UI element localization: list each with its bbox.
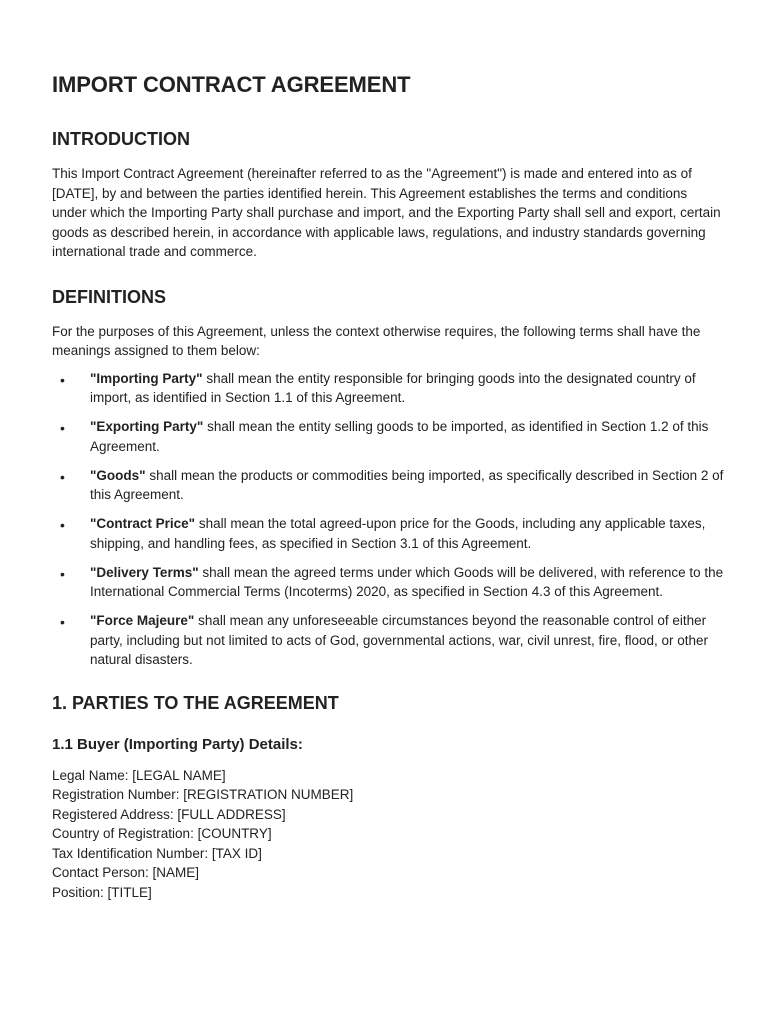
- introduction-heading: INTRODUCTION: [52, 129, 190, 149]
- bullet-icon: •: [60, 614, 65, 630]
- definition-term: "Delivery Terms": [90, 564, 199, 580]
- definition-text: shall mean any unforeseeable circumstances beyond the reasonable control of either party, including but not limited to acts of God, governmental actions, war, civil unrest, fire, flood, or other natural disasters.: [90, 613, 709, 667]
- buyer-details: [52, 766, 724, 903]
- bullet-icon: •: [60, 420, 65, 436]
- definitions-heading: DEFINITIONS: [52, 286, 167, 307]
- bullet-icon: •: [60, 565, 65, 582]
- definition-text: shall mean the entity responsible for bringing goods into the designated country of import, as identified in Section 1.1 of this Agreement.: [90, 370, 696, 405]
- document-page: [52, 68, 724, 902]
- definition-item-exporting-party: [52, 417, 724, 456]
- parties-section: [52, 690, 724, 903]
- buyer-legal-name: Legal Name: [LEGAL NAME]: [52, 767, 226, 783]
- definition-term: "Goods": [90, 467, 146, 483]
- definition-term: "Force Majeure": [90, 613, 195, 628]
- definition-item-force-majeure: [52, 611, 724, 670]
- definitions-list: [52, 369, 724, 670]
- definition-item-contract-price: [52, 514, 724, 553]
- buyer-details-heading: 1.1 Buyer (Importing Party) Details:: [52, 735, 303, 753]
- definition-term: "Contract Price": [90, 516, 196, 531]
- buyer-tax-id: Tax Identification Number: [TAX ID]: [52, 845, 262, 861]
- definition-text: shall mean the entity selling goods to be imported, as identified in Section 1.2 of this Agreement.: [90, 419, 709, 454]
- definition-text: shall mean the agreed terms under which Goods will be delivered, with reference to the International Commercial Terms (Incoterms) 2020, as specified in Section 4.3 of this Agreement.: [90, 564, 724, 599]
- definition-item-goods: [52, 466, 724, 505]
- definition-text: shall mean the total agreed-upon price for the Goods, including any applicable taxes, shipping, and handling fees, as specified in Section 3.1 of this Agreement.: [90, 516, 706, 551]
- buyer-registered-address: Registered Address: [FULL ADDRESS]: [52, 806, 286, 822]
- definitions-intro: For the purposes of this Agreement, unless the context otherwise requires, the following terms shall have the meanings assigned to them below:: [52, 323, 701, 358]
- bullet-icon: •: [60, 517, 65, 533]
- definition-item-importing-party: [52, 369, 724, 408]
- definition-text: shall mean the products or commodities being imported, as specifically described in Section 2 of this Agreement.: [90, 467, 724, 502]
- definition-term: "Importing Party": [90, 370, 203, 386]
- definitions-section: [52, 284, 724, 670]
- buyer-registration-number: Registration Number: [REGISTRATION NUMBER]: [52, 787, 354, 802]
- definition-item-delivery-terms: [52, 563, 724, 602]
- introduction-paragraph: This Import Contract Agreement (hereinafter referred to as the "Agreement") is made and entered into as of [DATE], by and between the parties identified herein. This Agreement establishes the terms and conditions under which the Importing Party shall purchase and import, and the Exporting Party shall sell and export, certain goods as described herein, in accordance with applicable laws, regulations, and industry standards governing international trade and commerce.: [52, 166, 721, 259]
- introduction-section: [52, 126, 724, 262]
- definition-term: "Exporting Party": [90, 419, 204, 434]
- buyer-contact-person: Contact Person: [NAME]: [52, 865, 200, 880]
- buyer-position: Position: [TITLE]: [52, 884, 152, 900]
- buyer-country: Country of Registration: [COUNTRY]: [52, 826, 272, 841]
- bullet-icon: •: [60, 371, 65, 388]
- bullet-icon: •: [60, 468, 65, 485]
- parties-heading: 1. PARTIES TO THE AGREEMENT: [52, 692, 339, 713]
- document-title: IMPORT CONTRACT AGREEMENT: [52, 72, 411, 97]
